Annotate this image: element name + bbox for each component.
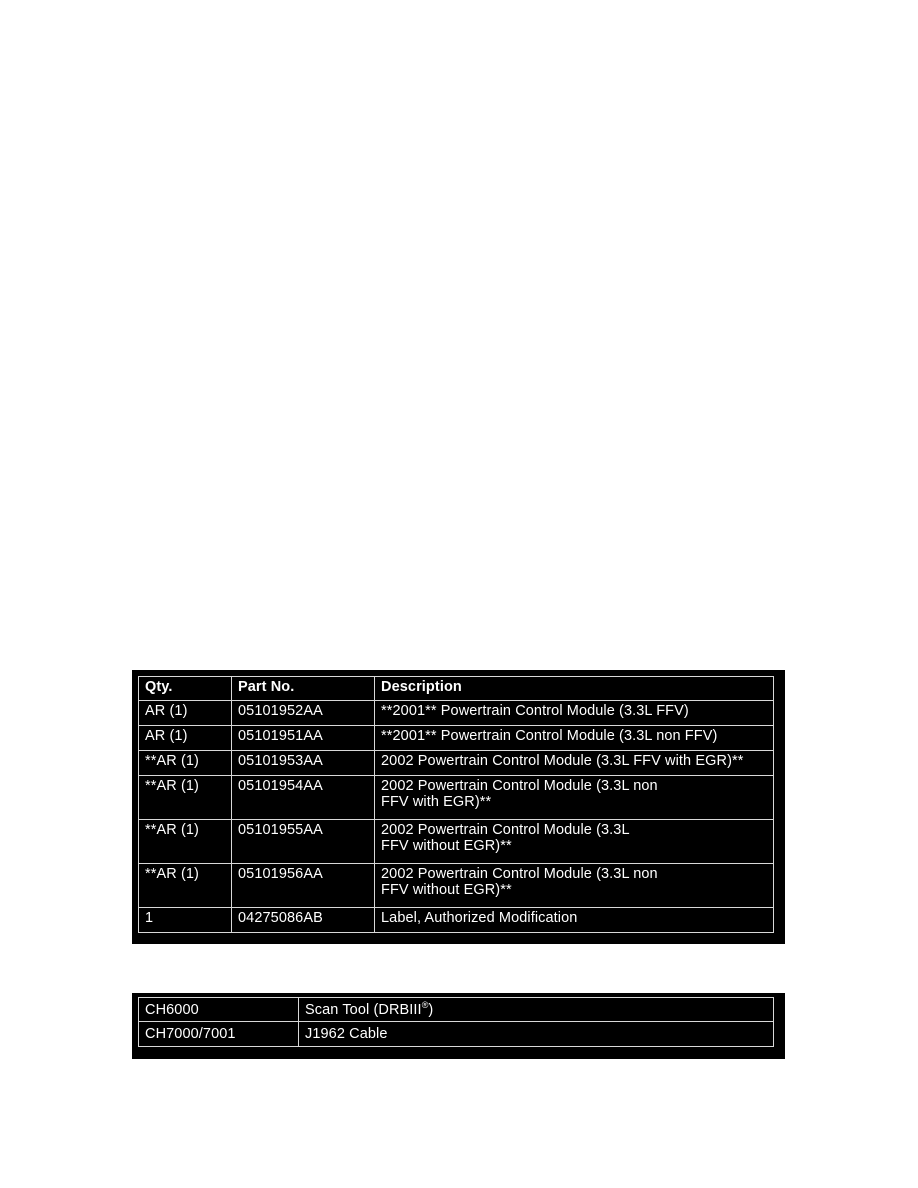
description-line: **2001** Powertrain Control Module (3.3L non FFV)	[381, 728, 718, 744]
description-line: FFV without EGR)**	[381, 882, 512, 898]
part-no-cell: 05101955AA	[232, 820, 375, 864]
description-cell	[375, 864, 774, 908]
tool-description-cell	[299, 1022, 774, 1047]
parts-table-header-row	[138, 676, 774, 701]
header-part-no: Part No.	[232, 676, 375, 701]
table-row	[138, 997, 774, 1022]
description-line: **2001** Powertrain Control Module (3.3L FFV)	[381, 703, 689, 719]
header-description: Description	[375, 676, 774, 701]
header-qty: Qty.	[138, 676, 232, 701]
description-cell	[375, 726, 774, 751]
table-row	[138, 820, 774, 864]
description-line: 2002 Powertrain Control Module (3.3L FFV with EGR)**	[381, 753, 744, 769]
tool-number-cell: CH7000/7001	[138, 1022, 299, 1047]
description-cell	[375, 908, 774, 933]
part-no-cell: 04275086AB	[232, 908, 375, 933]
qty-cell: **AR (1)	[138, 820, 232, 864]
table-row	[138, 776, 774, 820]
description-line: FFV without EGR)**	[381, 838, 512, 854]
description-cell	[375, 820, 774, 864]
part-no-cell: 05101956AA	[232, 864, 375, 908]
description-cell	[375, 776, 774, 820]
parts-table	[132, 670, 785, 944]
table-row	[138, 1022, 774, 1047]
table-row	[138, 864, 774, 908]
qty-cell: **AR (1)	[138, 751, 232, 776]
qty-cell: AR (1)	[138, 726, 232, 751]
parts-table-grid	[138, 676, 774, 933]
part-no-cell: 05101954AA	[232, 776, 375, 820]
tools-table	[132, 993, 785, 1059]
part-no-cell: 05101952AA	[232, 701, 375, 726]
description-cell	[375, 701, 774, 726]
table-row	[138, 726, 774, 751]
registered-mark: ®	[421, 1000, 429, 1011]
tool-number-cell: CH6000	[138, 997, 299, 1022]
part-no-cell: 05101951AA	[232, 726, 375, 751]
description-line: Label, Authorized Modification	[381, 910, 578, 926]
description-line: FFV with EGR)**	[381, 794, 492, 810]
qty-cell: **AR (1)	[138, 864, 232, 908]
table-row	[138, 751, 774, 776]
description-line: 2002 Powertrain Control Module (3.3L non	[381, 866, 658, 882]
description-line: 2002 Powertrain Control Module (3.3L	[381, 822, 630, 838]
table-row	[138, 701, 774, 726]
qty-cell: 1	[138, 908, 232, 933]
tools-table-grid	[138, 997, 774, 1047]
table-row	[138, 908, 774, 933]
qty-cell: AR (1)	[138, 701, 232, 726]
qty-cell: **AR (1)	[138, 776, 232, 820]
description-line: 2002 Powertrain Control Module (3.3L non	[381, 778, 658, 794]
tool-description-tail: )	[428, 1002, 434, 1018]
tool-description-text: J1962 Cable	[305, 1026, 388, 1042]
part-no-cell: 05101953AA	[232, 751, 375, 776]
tool-description-text: Scan Tool (DRBIII	[305, 1002, 422, 1018]
description-cell	[375, 751, 774, 776]
tool-description-cell	[299, 997, 774, 1022]
